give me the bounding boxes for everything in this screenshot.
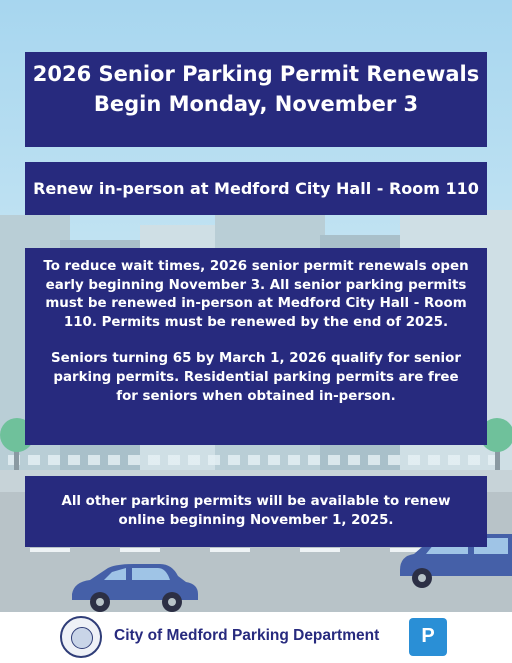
lane-marking (120, 548, 160, 552)
details-panel (25, 248, 487, 445)
building-windows (8, 455, 504, 465)
location-banner: Renew in-person at Medford City Hall - Room 110 (25, 162, 487, 215)
headline-line-1: 2026 Senior Parking Permit Renewals (32, 62, 480, 86)
lane-marking (300, 548, 340, 552)
parking-letter: P (421, 625, 435, 647)
online-note-panel: All other parking permits will be available to renew online beginning November 1, 2025. (25, 476, 487, 547)
seal-emblem (71, 627, 93, 649)
parking-p-icon (409, 618, 447, 656)
details-paragraph-2: Seniors turning 65 by March 1, 2026 qualify for senior parking permits. Residential parking permits are free for seniors when obtained in-person. (51, 351, 461, 404)
headline-panel (25, 52, 487, 147)
lane-marking (30, 548, 70, 552)
city-seal-icon (60, 616, 102, 658)
blue-car-icon (64, 560, 204, 612)
details-paragraph-1: To reduce wait times, 2026 senior permit renewals open early beginning November 3. All senior parking permits must be renewed in-person at Medford City Hall - Room 110. Permits must be renewed by the end of 2025. (43, 259, 469, 330)
department-name: City of Medford Parking Department (114, 627, 380, 644)
lane-marking (210, 548, 250, 552)
headline-line-2: Begin Monday, November 3 (93, 92, 419, 116)
